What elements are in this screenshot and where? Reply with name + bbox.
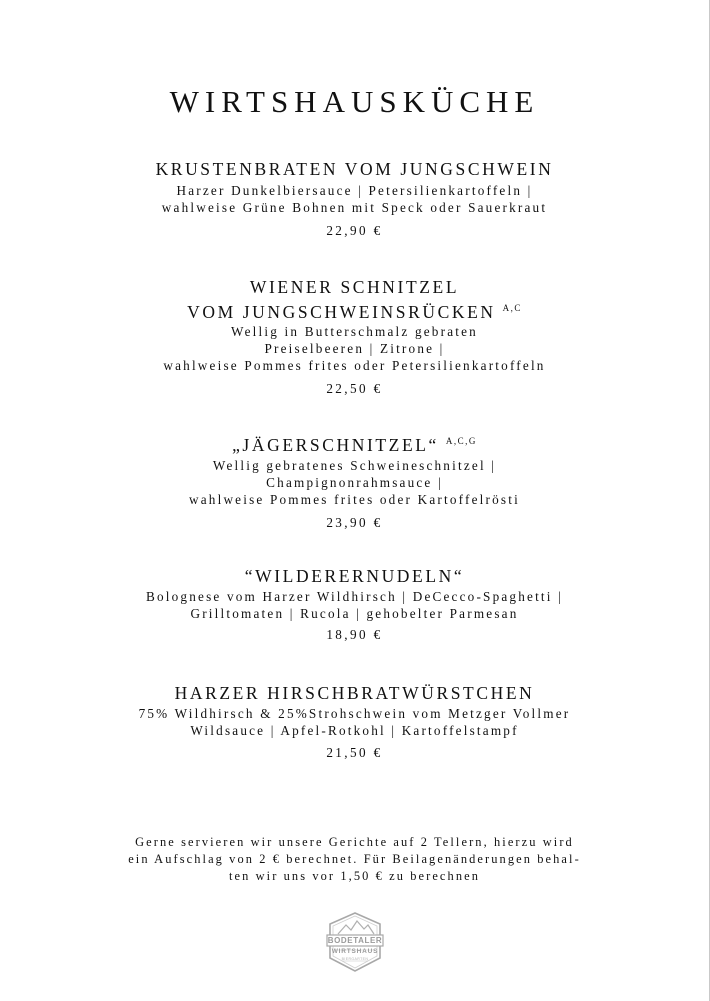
- dish-description: Wildsauce | Apfel-Rotkohl | Kartoffelstampf: [190, 723, 519, 738]
- dish-description: Harzer Dunkelbiersauce | Petersilienkartoffeln |: [176, 183, 533, 198]
- dish-name-line: HARZER HIRSCHBRATWÜRSTCHEN: [174, 683, 535, 703]
- dish-name: [0, 683, 709, 704]
- dish-wiener-schnitzel: [0, 277, 709, 397]
- note-line: ein Aufschlag von 2 € berechnet. Für Beilagenänderungen behal-: [128, 852, 581, 866]
- dish-description: Grilltomaten | Rucola | gehobelter Parmesan: [190, 606, 519, 621]
- allergen-codes: A,C: [502, 303, 522, 313]
- dish-name: [0, 566, 709, 587]
- dish-name: [0, 298, 709, 323]
- dish-price: 23,90 €: [326, 515, 383, 530]
- note-line: Gerne servieren wir unsere Gerichte auf 2 Tellern, hierzu wird: [135, 835, 574, 849]
- dish-description: Preiselbeeren | Zitrone |: [264, 341, 445, 356]
- page-title: WIRTSHAUSKÜCHE: [169, 84, 540, 119]
- dish-krustenbraten: [0, 159, 709, 239]
- logo-name: BODETALER: [327, 936, 383, 945]
- dish-description: Wellig in Butterschmalz gebraten: [231, 324, 478, 339]
- dish-name: [0, 431, 709, 456]
- dish-name-line: VOM JUNGSCHWEINSRÜCKEN: [187, 302, 496, 322]
- dish-description: wahlweise Pommes frites oder Petersilienkartoffeln: [163, 358, 546, 373]
- dish-name-line: “WILDERERNUDELN“: [244, 566, 465, 586]
- dish-price: 22,90 €: [326, 223, 383, 238]
- dish-name-line: „JÄGERSCHNITZEL“: [232, 435, 439, 455]
- dish-price: 18,90 €: [326, 627, 383, 642]
- logo-subtitle: WIRTSHAUS: [331, 948, 379, 955]
- logo-tagline: BIERGARTEN: [341, 957, 369, 961]
- dish-name-line: WIENER SCHNITZEL: [249, 277, 460, 297]
- dish-description: wahlweise Pommes frites oder Kartoffelrösti: [189, 492, 520, 507]
- dish-name: [0, 277, 709, 298]
- allergen-codes: A,C,G: [445, 436, 477, 446]
- dish-wilderernudeln: [0, 566, 709, 643]
- dish-price: 22,50 €: [326, 381, 383, 396]
- dish-name-line: KRUSTENBRATEN VOM JUNGSCHWEIN: [155, 159, 554, 179]
- restaurant-logo: [322, 910, 388, 974]
- dish-description: Wellig gebratenes Schweineschnitzel |: [212, 458, 497, 473]
- dish-price: 21,50 €: [326, 745, 383, 760]
- dish-hirschbratwuerstchen: [0, 683, 709, 761]
- note-line: ten wir uns vor 1,50 € zu berechnen: [228, 869, 481, 883]
- dish-jaegerschnitzel: [0, 431, 709, 531]
- dish-description: Bolognese vom Harzer Wildhirsch | DeCecco-Spaghetti |: [145, 589, 563, 604]
- dish-description: 75% Wildhirsch & 25%Strohschwein vom Metzger Vollmer: [138, 706, 571, 721]
- dish-name: [0, 159, 709, 180]
- dish-description: Champignonrahmsauce |: [266, 475, 443, 490]
- service-note: [80, 834, 629, 885]
- dish-description: wahlweise Grüne Bohnen mit Speck oder Sauerkraut: [161, 200, 548, 215]
